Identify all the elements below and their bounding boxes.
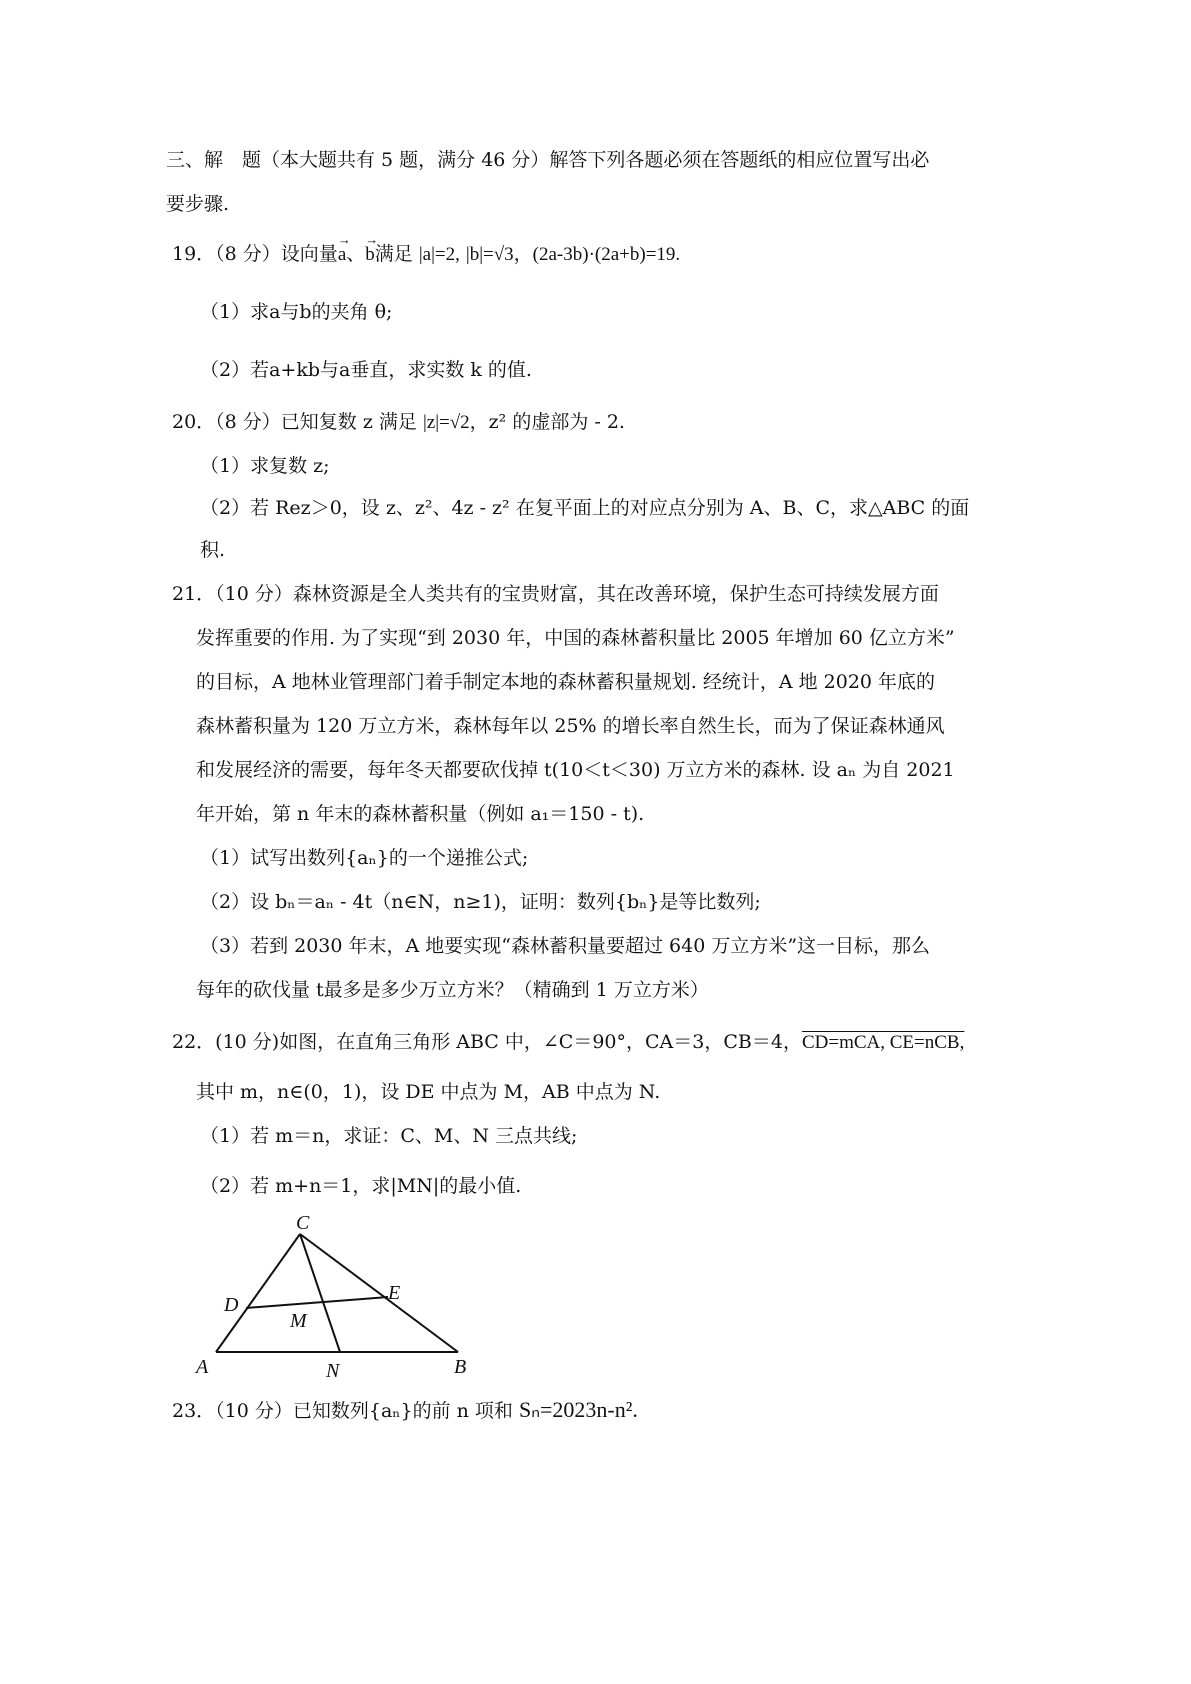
q19-dot-expr: ，(2a-3b)·(2a+b)=19. (513, 244, 681, 265)
sqrt3: √3 (493, 244, 514, 265)
question-21-l1: 21．（10 分）森林资源是全人类共有的宝贵财富，其在改善环境，保护生态可持续发展方面 (172, 583, 939, 605)
section-heading: 三、解 题（本大题共有 5 题，满分 46 分）解答下列各题必须在答题纸的相应位置写出必 (166, 149, 930, 171)
q22-text: 22．(10 分)如图，在直角三角形 ABC 中，∠C＝90°，CA＝3，CB＝4， (172, 1031, 802, 1053)
question-22-l1 (172, 1028, 964, 1057)
label-n: N (326, 1360, 340, 1382)
q20-abs: |z|= (422, 412, 450, 433)
edge-ac (216, 1234, 300, 1352)
label-a: A (196, 1356, 209, 1378)
sqrt2: √2 (449, 412, 470, 433)
question-19-part1: （1）求a与b的夹角 θ; (200, 301, 393, 323)
label-b: B (454, 1356, 467, 1378)
label-e: E (388, 1282, 401, 1304)
q23-formula: Sₙ=2023n-n². (518, 1397, 638, 1422)
question-21-l6: 年开始，第 n 年末的森林蓄积量（例如 a₁＝150 - t). (196, 803, 645, 825)
segment-cn (300, 1234, 340, 1352)
question-21-part1: （1）试写出数列{aₙ}的一个递推公式; (200, 847, 529, 869)
q23-lead: 23．（10 分）已知数列{aₙ}的前 n 项和 (172, 1400, 513, 1422)
question-20-part1: （1）求复数 z; (200, 455, 330, 477)
label-m: M (290, 1310, 307, 1332)
question-21-l4: 森林蓄积量为 120 万立方米，森林每年以 25% 的增长率自然生长，而为了保证森林通风 (196, 715, 945, 737)
question-22-part1: （1）若 m＝n，求证：C、M、N 三点共线; (200, 1125, 578, 1147)
question-21-part2: （2）设 bₙ＝aₙ - 4t（n∈N，n≥1)，证明：数列{bₙ}是等比数列; (200, 891, 761, 913)
vector-a: → a (338, 241, 346, 269)
question-21-l3: 的目标，A 地林业管理部门着手制定本地的森林蓄积量规划. 经统计，A 地 2020 年底的 (196, 671, 936, 693)
edge-cb (300, 1234, 458, 1352)
q22-vector-eq: CD=mCA, CE=nCB, (801, 1032, 965, 1053)
question-23 (172, 1396, 638, 1425)
q19-abs-a: |a|=2, (418, 244, 460, 265)
label-c: C (296, 1212, 310, 1234)
q19-sep: 、 (346, 243, 366, 265)
question-19-part2: （2）若a+kb与a垂直，求实数 k 的值. (200, 359, 532, 381)
segment-de (246, 1297, 388, 1308)
question-22-part2: （2）若 m+n＝1，求|MN|的最小值. (200, 1175, 522, 1197)
question-22-l2: 其中 m，n∈(0，1)，设 DE 中点为 M，AB 中点为 N. (196, 1081, 661, 1103)
q19-cond: 满足 (374, 243, 413, 265)
vector-b: → b (365, 241, 375, 269)
question-19 (172, 240, 680, 269)
q20-rest: ，z² 的虚部为 - 2. (469, 411, 625, 433)
label-d: D (224, 1294, 239, 1316)
q19-abs-b: |b|= (465, 244, 494, 265)
q19-lead: 19．（8 分）设向量 (172, 243, 338, 265)
question-21-l5: 和发展经济的需要，每年冬天都要砍伐掉 t(10＜t＜30) 万立方米的森林. 设 aₙ 为自 2021 (196, 759, 955, 781)
q20-lead: 20．（8 分）已知复数 z 满足 (172, 411, 417, 433)
section-heading-cont: 要步骤. (166, 193, 230, 215)
question-20 (172, 408, 625, 437)
question-21-part3-cont: 每年的砍伐量 t最多是多少万立方米？（精确到 1 万立方米） (196, 979, 709, 1001)
question-20-part2-cont: 积. (200, 539, 226, 561)
question-20-part2: （2）若 Rez＞0，设 z、z²、4z - z² 在复平面上的对应点分别为 A、B、C，求△ABC 的面 (200, 497, 970, 519)
question-21-part3: （3）若到 2030 年末，A 地要实现“森林蓄积量要超过 640 万立方米”这一目标，那么 (200, 935, 931, 957)
question-21-l2: 发挥重要的作用. 为了实现“到 2030 年，中国的森林蓄积量比 2005 年增加 60 亿立方米” (196, 627, 955, 649)
